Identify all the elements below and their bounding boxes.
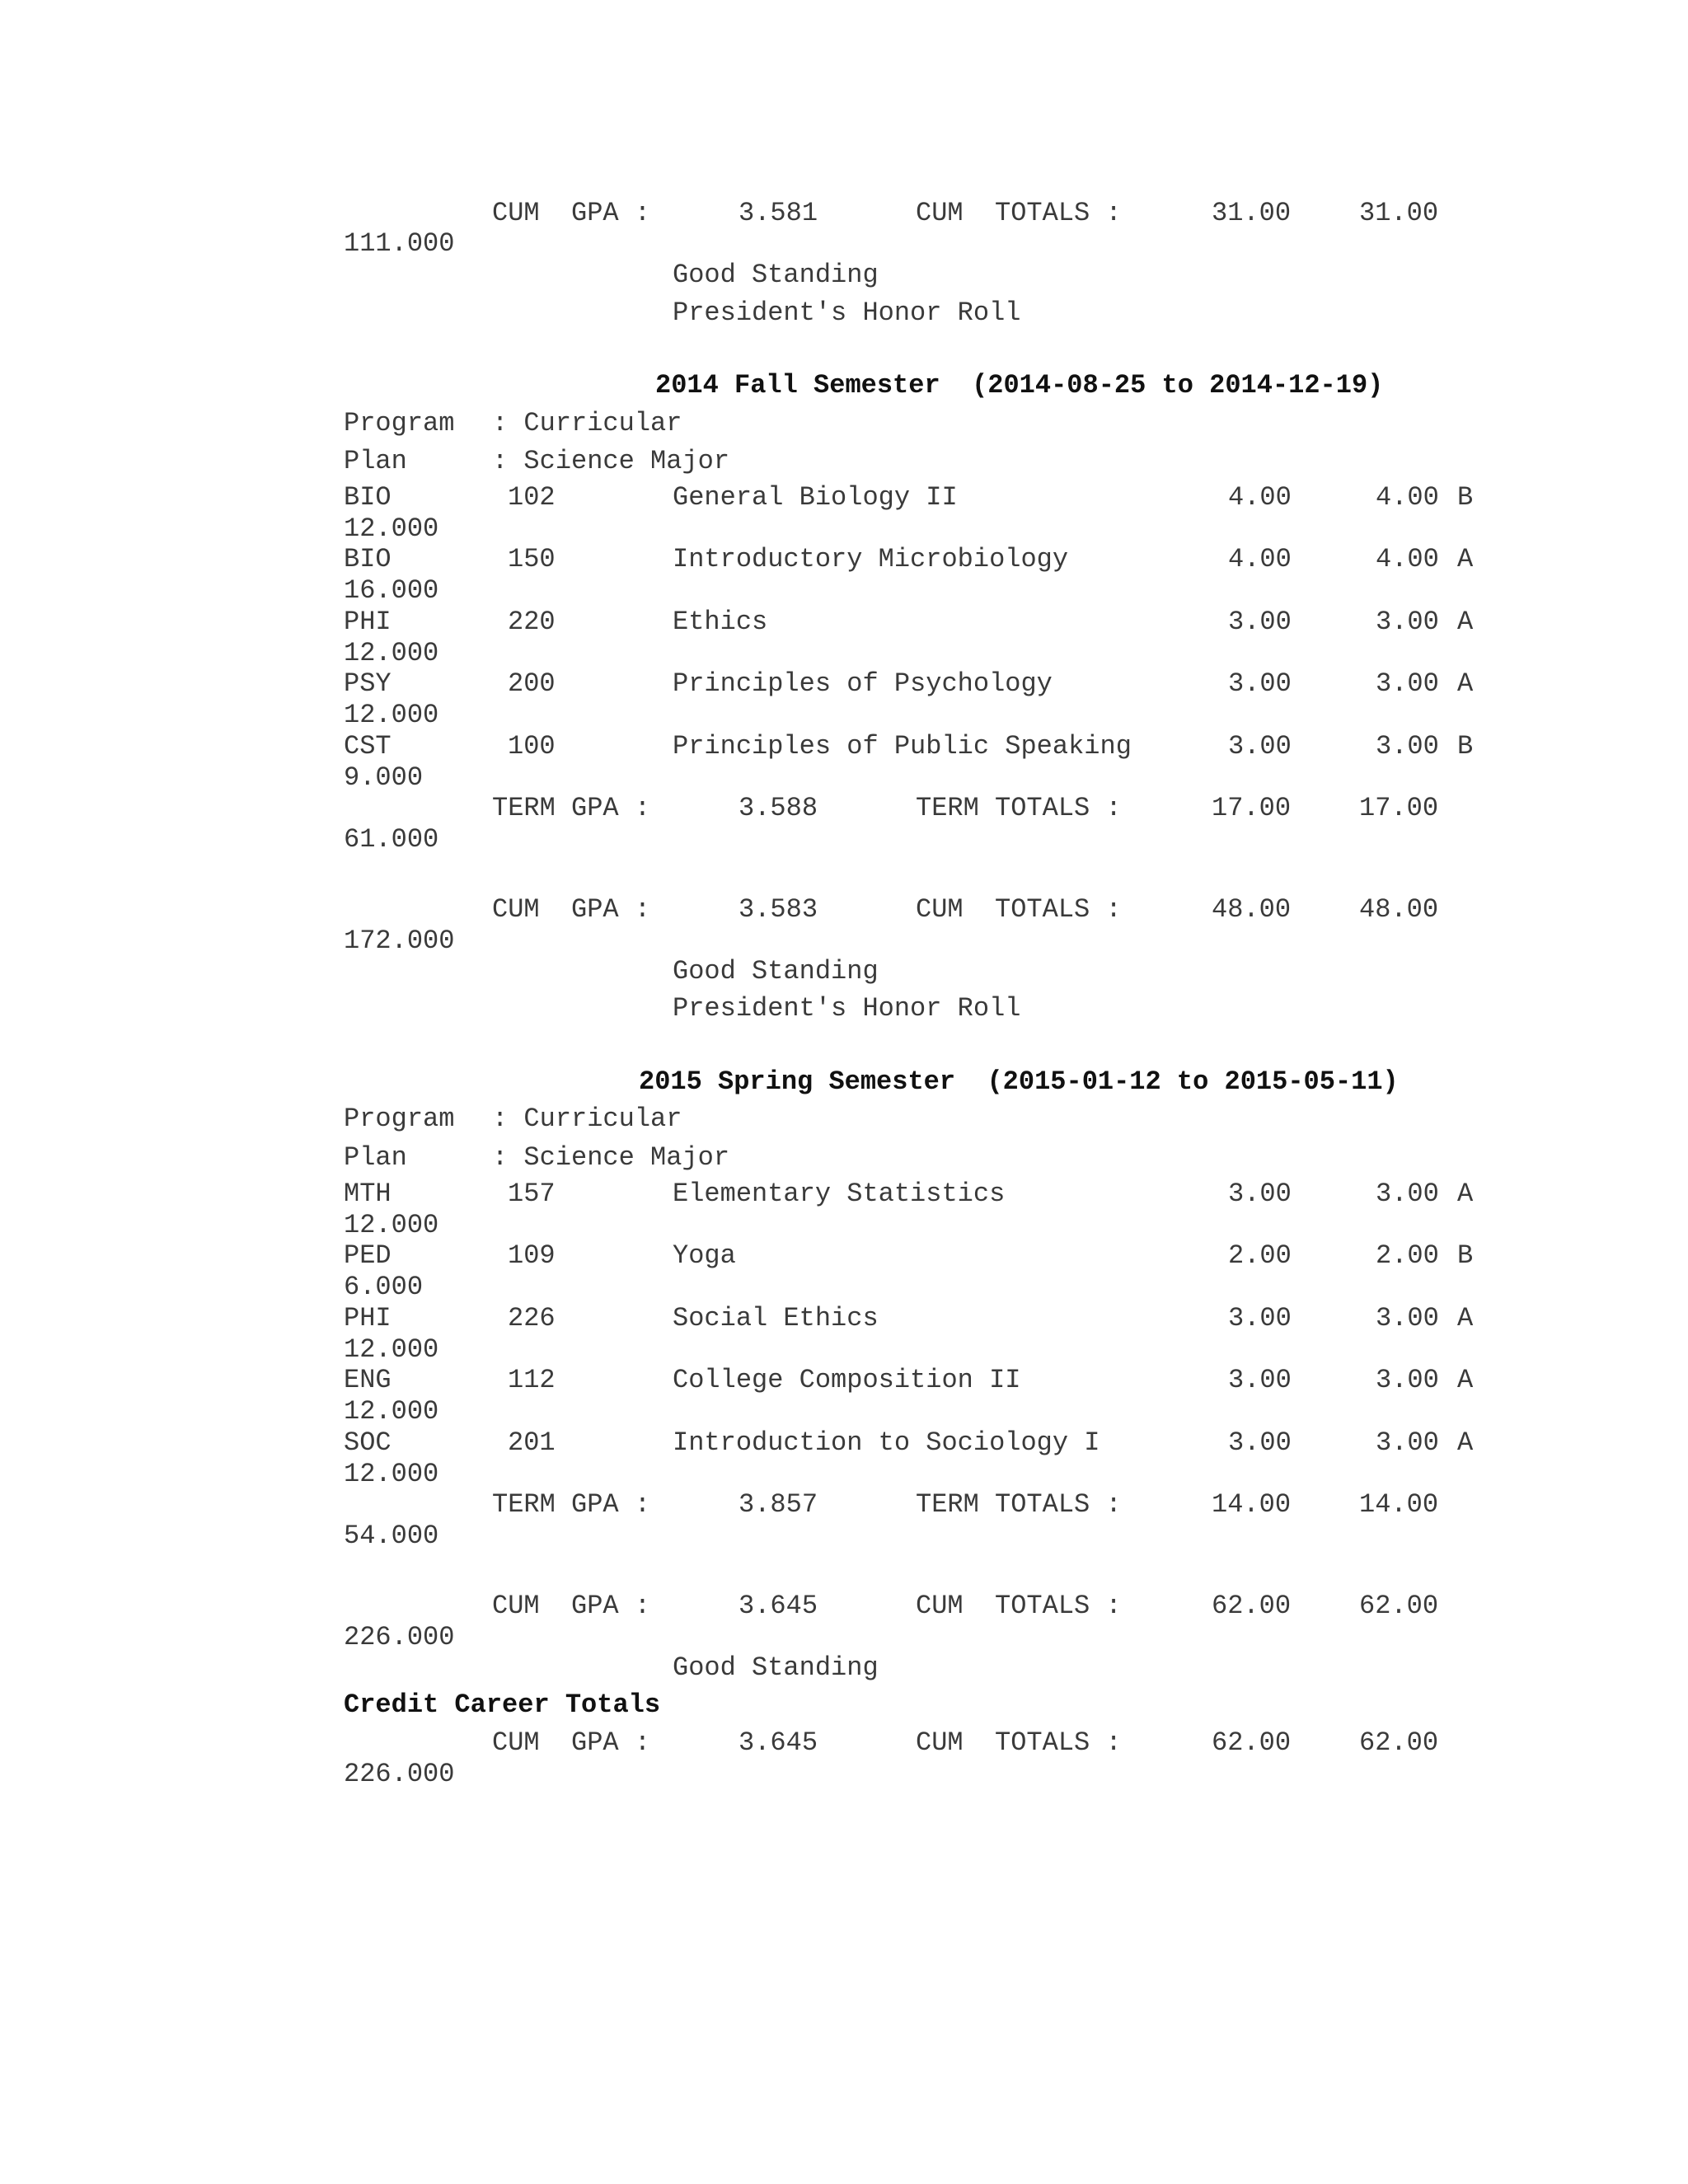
course-attempted: 3.00 — [1228, 1179, 1292, 1209]
course-earned: 3.00 — [1376, 668, 1439, 699]
course-attempted: 3.00 — [1228, 1427, 1292, 1458]
cum-earned: 48.00 — [1359, 894, 1439, 925]
cum-earned: 62.00 — [1359, 1591, 1439, 1621]
course-attempted: 4.00 — [1228, 544, 1292, 574]
term-attempted: 17.00 — [1212, 793, 1292, 823]
cum-gpa-value: 3.581 — [738, 198, 818, 228]
course-subject: PED — [344, 1240, 392, 1271]
course-subject: PHI — [344, 607, 392, 637]
course-title: Ethics — [673, 607, 768, 637]
course-title: General Biology II — [673, 482, 958, 513]
course-attempted: 3.00 — [1228, 1303, 1292, 1333]
course-subject: ENG — [344, 1365, 392, 1395]
cum-points: 226.000 — [344, 1759, 455, 1789]
program-value: : Curricular — [492, 408, 682, 438]
course-title: Introductory Microbiology — [673, 544, 1069, 574]
course-subject: BIO — [344, 482, 392, 513]
course-points: 12.000 — [344, 513, 439, 544]
cum-attempted: 62.00 — [1212, 1591, 1292, 1621]
semester-heading: 2015 Spring Semester (2015-01-12 to 2015-05-11) — [639, 1066, 1399, 1097]
program-label: Program — [344, 408, 455, 438]
cum-attempted: 62.00 — [1212, 1727, 1292, 1758]
course-title: College Composition II — [673, 1365, 1021, 1395]
course-title: Principles of Psychology — [673, 668, 1053, 699]
course-earned: 3.00 — [1376, 1365, 1439, 1395]
course-number: 220 — [508, 607, 556, 637]
term-points: 54.000 — [344, 1521, 439, 1551]
course-title: Principles of Public Speaking — [673, 731, 1132, 762]
program-value: : Curricular — [492, 1104, 682, 1134]
course-number: 100 — [508, 731, 556, 762]
course-points: 12.000 — [344, 1396, 439, 1427]
course-subject: PHI — [344, 1303, 392, 1333]
term-points: 61.000 — [344, 824, 439, 855]
course-subject: BIO — [344, 544, 392, 574]
cum-points: 172.000 — [344, 926, 455, 956]
term-totals-label: TERM TOTALS : — [916, 1489, 1122, 1520]
cum-totals-label: CUM TOTALS : — [916, 1727, 1122, 1758]
course-title: Yoga — [673, 1240, 736, 1271]
course-title: Introduction to Sociology I — [673, 1427, 1100, 1458]
plan-value: : Science Major — [492, 1142, 730, 1173]
standing-note: Good Standing — [673, 956, 879, 987]
cum-totals-label: CUM TOTALS : — [916, 198, 1122, 228]
term-gpa-label: TERM GPA : — [492, 793, 651, 823]
course-number: 200 — [508, 668, 556, 699]
cum-gpa-value: 3.645 — [738, 1727, 818, 1758]
course-earned: 3.00 — [1376, 731, 1439, 762]
term-gpa-label: TERM GPA : — [492, 1489, 651, 1520]
course-earned: 3.00 — [1376, 607, 1439, 637]
semester-heading: 2014 Fall Semester (2014-08-25 to 2014-12-19) — [655, 370, 1384, 401]
cum-attempted: 48.00 — [1212, 894, 1292, 925]
course-grade: A — [1457, 607, 1474, 637]
course-number: 102 — [508, 482, 556, 513]
cum-earned: 31.00 — [1359, 198, 1439, 228]
course-attempted: 2.00 — [1228, 1240, 1292, 1271]
course-grade: A — [1457, 544, 1474, 574]
standing-note: Good Standing — [673, 260, 879, 290]
term-gpa-value: 3.857 — [738, 1489, 818, 1520]
course-attempted: 3.00 — [1228, 1365, 1292, 1395]
cum-totals-label: CUM TOTALS : — [916, 894, 1122, 925]
term-earned: 14.00 — [1359, 1489, 1439, 1520]
course-attempted: 3.00 — [1228, 731, 1292, 762]
course-number: 157 — [508, 1179, 556, 1209]
course-number: 112 — [508, 1365, 556, 1395]
cum-gpa-label: CUM GPA : — [492, 198, 651, 228]
course-earned: 4.00 — [1376, 482, 1439, 513]
cum-earned: 62.00 — [1359, 1727, 1439, 1758]
term-earned: 17.00 — [1359, 793, 1439, 823]
cum-totals-label: CUM TOTALS : — [916, 1591, 1122, 1621]
course-points: 12.000 — [344, 1334, 439, 1365]
course-subject: CST — [344, 731, 392, 762]
honor-note: President's Honor Roll — [673, 298, 1021, 328]
course-number: 201 — [508, 1427, 556, 1458]
course-grade: A — [1457, 1179, 1474, 1209]
course-attempted: 4.00 — [1228, 482, 1292, 513]
course-grade: B — [1457, 1240, 1474, 1271]
term-gpa-value: 3.588 — [738, 793, 818, 823]
course-number: 109 — [508, 1240, 556, 1271]
course-number: 226 — [508, 1303, 556, 1333]
course-grade: A — [1457, 1303, 1474, 1333]
career-totals-heading: Credit Career Totals — [344, 1690, 661, 1720]
course-grade: A — [1457, 1365, 1474, 1395]
course-grade: A — [1457, 668, 1474, 699]
course-points: 12.000 — [344, 638, 439, 668]
cum-points: 226.000 — [344, 1622, 455, 1652]
course-points: 12.000 — [344, 1459, 439, 1489]
term-attempted: 14.00 — [1212, 1489, 1292, 1520]
standing-note: Good Standing — [673, 1652, 879, 1683]
course-points: 12.000 — [344, 700, 439, 730]
course-grade: A — [1457, 1427, 1474, 1458]
course-number: 150 — [508, 544, 556, 574]
cum-attempted: 31.00 — [1212, 198, 1292, 228]
course-attempted: 3.00 — [1228, 607, 1292, 637]
course-earned: 2.00 — [1376, 1240, 1439, 1271]
plan-value: : Science Major — [492, 446, 730, 476]
plan-label: Plan — [344, 1142, 407, 1173]
course-subject: SOC — [344, 1427, 392, 1458]
course-grade: B — [1457, 482, 1474, 513]
course-points: 16.000 — [344, 575, 439, 606]
course-title: Elementary Statistics — [673, 1179, 1006, 1209]
course-earned: 3.00 — [1376, 1427, 1439, 1458]
cum-gpa-value: 3.583 — [738, 894, 818, 925]
course-attempted: 3.00 — [1228, 668, 1292, 699]
course-points: 9.000 — [344, 762, 424, 793]
course-earned: 4.00 — [1376, 544, 1439, 574]
program-label: Program — [344, 1104, 455, 1134]
cum-gpa-label: CUM GPA : — [492, 894, 651, 925]
cum-points: 111.000 — [344, 228, 455, 259]
cum-gpa-label: CUM GPA : — [492, 1591, 651, 1621]
term-totals-label: TERM TOTALS : — [916, 793, 1122, 823]
course-title: Social Ethics — [673, 1303, 879, 1333]
course-earned: 3.00 — [1376, 1303, 1439, 1333]
course-subject: PSY — [344, 668, 392, 699]
cum-gpa-value: 3.645 — [738, 1591, 818, 1621]
course-points: 12.000 — [344, 1210, 439, 1240]
course-grade: B — [1457, 731, 1474, 762]
cum-gpa-label: CUM GPA : — [492, 1727, 651, 1758]
course-points: 6.000 — [344, 1272, 424, 1302]
plan-label: Plan — [344, 446, 407, 476]
honor-note: President's Honor Roll — [673, 993, 1021, 1024]
course-subject: MTH — [344, 1179, 392, 1209]
course-earned: 3.00 — [1376, 1179, 1439, 1209]
